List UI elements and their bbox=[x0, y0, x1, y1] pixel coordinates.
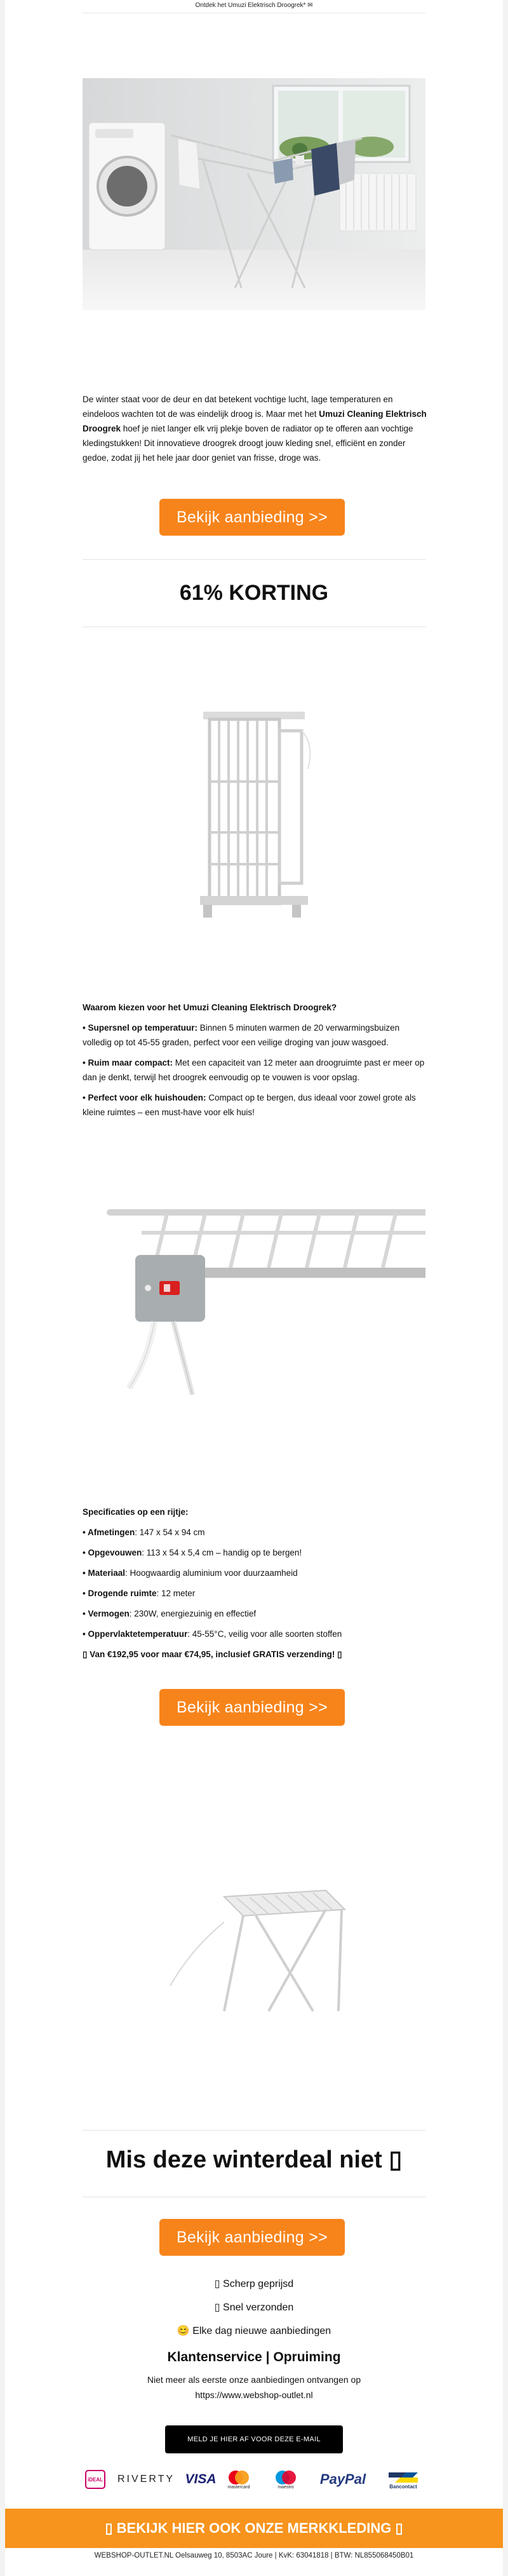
divider bbox=[83, 559, 425, 560]
usp-shipping: ▯ Snel verzonden bbox=[214, 2302, 294, 2313]
spec-item-4-text: : 12 meter bbox=[156, 1589, 196, 1598]
closeup-illustration bbox=[104, 1207, 425, 1395]
why-title-text: Waarom kiezen voor het Umuzi Cleaning Elektrisch Droogrek? bbox=[83, 1003, 337, 1012]
spec-item-5-title: • Vermogen bbox=[83, 1609, 130, 1618]
hero-illustration bbox=[83, 78, 425, 310]
spec-item-2-title: • Opgevouwen bbox=[83, 1548, 142, 1557]
why-item-2-text: Met een capaciteit van 12 meter aan droogruimte past er meer op dan je denkt, terwijl het droogrek eenvoudig op te vouwen is voor opslag. bbox=[83, 1058, 425, 1082]
ideal-label: iDEAL bbox=[88, 2476, 103, 2483]
mastercard-icon bbox=[227, 2470, 250, 2485]
why-item-3-text: Compact op te bergen, dus ideaal voor zowel grote als kleine ruimtes – een must-have voor elk huis! bbox=[83, 1093, 416, 1117]
spec-item-2 bbox=[83, 1545, 429, 1560]
spec-item-3-title: • Materiaal bbox=[83, 1568, 126, 1578]
why-item-1-title: • Supersnel op temperatuur: bbox=[83, 1023, 198, 1033]
discount-headline: 61% KORTING bbox=[179, 581, 329, 605]
visa-logo bbox=[183, 2465, 218, 2493]
spec-item-6 bbox=[83, 1627, 429, 1641]
folded-rack-illustration bbox=[190, 705, 318, 921]
bancontact-icon bbox=[387, 2470, 419, 2484]
open-rack-illustration bbox=[167, 1884, 351, 2017]
cta-button-2[interactable]: Bekijk aanbieding >> bbox=[159, 1689, 345, 1726]
service-title: Klantenservice | Opruiming bbox=[167, 2350, 341, 2364]
closing-headline: Mis deze winterdeal niet ▯ bbox=[105, 2146, 403, 2173]
spec-item-6-title: • Oppervlaktetemperatuur bbox=[83, 1629, 188, 1639]
footer-brand-banner[interactable]: ▯ BEKIJK HIER OOK ONZE MERKKLEDING ▯ bbox=[5, 2509, 503, 2548]
payment-logos bbox=[83, 2465, 425, 2493]
spec-item-6-text: : 45-55°C, veilig voor alle soorten stoffen bbox=[187, 1629, 342, 1639]
product-image-closeup[interactable] bbox=[104, 1207, 425, 1395]
service-text: Niet meer als eerste onze aanbiedingen ontvangen op https://www.webshop-outlet.nl bbox=[147, 2375, 361, 2400]
usp-daily-deals: 😊 Elke dag nieuwe aanbiedingen bbox=[177, 2326, 331, 2336]
product-image-open[interactable] bbox=[167, 1884, 351, 2017]
spec-item-1-text: : 147 x 54 x 94 cm bbox=[135, 1528, 205, 1537]
why-title bbox=[83, 1000, 429, 1015]
ideal-logo bbox=[83, 2465, 108, 2493]
hero-image[interactable] bbox=[83, 78, 425, 310]
riverty-label: RIVERTY bbox=[117, 2474, 175, 2484]
bancontact-logo bbox=[381, 2465, 425, 2493]
maestro-label: maestro bbox=[277, 2484, 294, 2490]
paypal-logo bbox=[308, 2465, 378, 2493]
riverty-logo bbox=[111, 2465, 181, 2493]
intro-brand: Umuzi Cleaning Elektrisch Droogrek bbox=[83, 409, 427, 433]
why-item-1-text: Binnen 5 minuten warmen de 20 verwarmingsbuizen volledig op tot 45-55 graden, perfect voor een veilige droging van jouw wasgoed. bbox=[83, 1023, 400, 1047]
usp-price: ▯ Scherp geprijsd bbox=[214, 2279, 294, 2289]
why-item-3 bbox=[83, 1090, 429, 1120]
why-item-3-title: • Perfect voor elk huishouden: bbox=[83, 1093, 206, 1102]
specs-title-text: Specificaties op een rijtje: bbox=[83, 1507, 189, 1517]
paypal-label: PayPal bbox=[319, 2471, 366, 2487]
unsubscribe-button[interactable]: MELD JE HIER AF VOOR DEZE E-MAIL bbox=[165, 2425, 343, 2453]
bancontact-label: Bancontact bbox=[389, 2483, 417, 2490]
visa-label: VISA bbox=[185, 2472, 217, 2486]
why-item-2-title: • Ruim maar compact: bbox=[83, 1058, 173, 1068]
mastercard-label: mastercard bbox=[227, 2484, 250, 2490]
product-image-folded[interactable] bbox=[190, 705, 318, 921]
email-card bbox=[5, 0, 503, 2576]
price-line-text: ▯ Van €192,95 voor maar €74,95, inclusief GRATIS verzending! ▯ bbox=[83, 1650, 342, 1659]
spec-item-5 bbox=[83, 1606, 429, 1621]
maestro-icon bbox=[274, 2470, 297, 2485]
specs-title bbox=[83, 1505, 429, 1519]
cta-button-1[interactable]: Bekijk aanbieding >> bbox=[159, 499, 345, 536]
spec-item-4-title: • Drogende ruimte bbox=[83, 1589, 157, 1598]
preheader[interactable]: Ontdek het Umuzi Elektrisch Droogrek* ✉ bbox=[195, 2, 313, 9]
cta-button-3[interactable]: Bekijk aanbieding >> bbox=[159, 2219, 345, 2256]
why-item-2 bbox=[83, 1055, 429, 1085]
spec-item-1-title: • Afmetingen bbox=[83, 1528, 135, 1537]
intro-text bbox=[83, 392, 429, 465]
footer-company-info: WEBSHOP-OUTLET.NL Oelsauweg 10, 8503AC Joure | KvK: 63041818 | BTW: NL855068450B01 bbox=[94, 2552, 414, 2559]
spec-item-5-text: : 230W, energiezuinig en effectief bbox=[129, 1609, 257, 1618]
price-line bbox=[83, 1647, 429, 1662]
mastercard-logo bbox=[220, 2465, 258, 2493]
intro-text-b: hoef je niet langer elk vrij plekje boven de radiator op te offeren aan vochtige kledingstukken! Dit innovatieve droogrek droogt jouw kleding snel, efficiënt en zonder gedoe, zodat jij het hele jaar door geniet van frisse, droge was. bbox=[83, 424, 413, 463]
spec-item-4 bbox=[83, 1586, 429, 1601]
spec-item-1 bbox=[83, 1525, 429, 1540]
divider bbox=[83, 2130, 425, 2131]
spec-item-3-text: : Hoogwaardig aluminium voor duurzaamheid bbox=[125, 1568, 298, 1578]
maestro-logo bbox=[267, 2465, 305, 2493]
spec-item-2-text: : 113 x 54 x 5,4 cm – handig op te bergen! bbox=[142, 1548, 302, 1557]
why-item-1 bbox=[83, 1020, 429, 1050]
spec-item-3 bbox=[83, 1566, 429, 1580]
intro-text-a: De winter staat voor de deur en dat betekent vochtige lucht, lage temperaturen en eindeloos wachten tot de was eindelijk droog is. Maar met het bbox=[83, 395, 393, 419]
